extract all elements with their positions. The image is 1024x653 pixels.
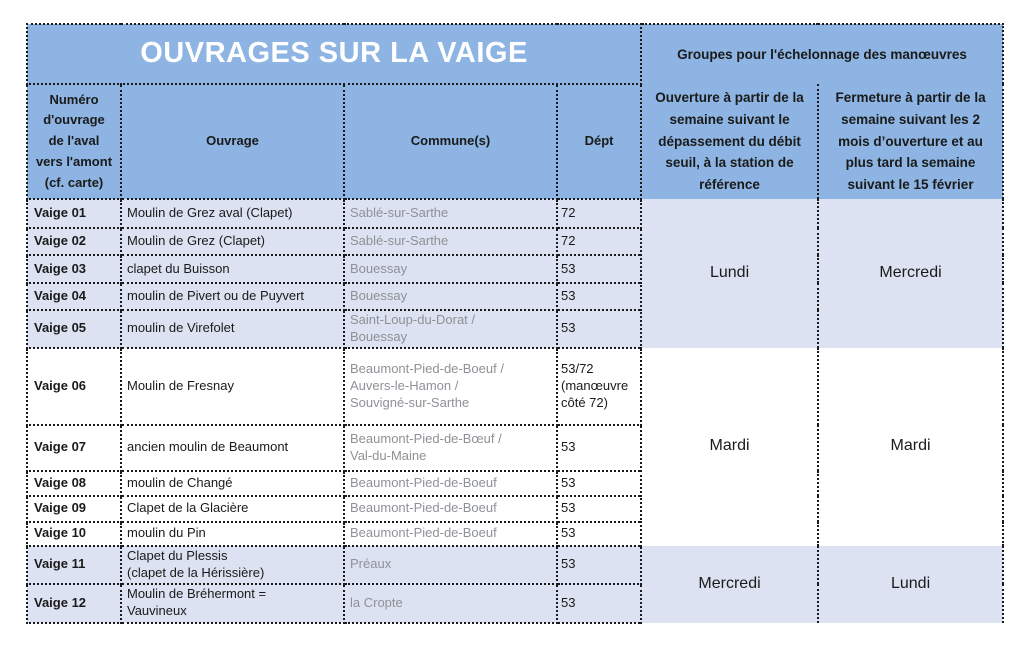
ouvrage-cell: moulin du Pin: [121, 522, 344, 546]
ouvrage-cell: moulin de Changé: [121, 471, 344, 496]
communes-cell: Beaumont-Pied-de-Boeuf / Auvers-le-Hamon / Souvigné-sur-Sarthe: [344, 348, 557, 425]
communes-cell: Bouessay: [344, 283, 557, 310]
communes-cell: Saint-Loup-du-Dorat / Bouessay: [344, 310, 557, 348]
page-title: OUVRAGES SUR LA VAIGE: [27, 24, 641, 84]
ouvrage-cell: clapet du Buisson: [121, 255, 344, 283]
fermeture-day-cell-group-1: Mercredi: [818, 199, 1003, 348]
ouvrage-cell: Clapet du Plessis (clapet de la Hérissière): [121, 546, 344, 584]
ouvrage-cell: Moulin de Grez (Clapet): [121, 228, 344, 255]
dept-cell: 53: [557, 283, 641, 310]
communes-cell: Beaumont-Pied-de-Boeuf: [344, 496, 557, 522]
dept-cell: 53: [557, 584, 641, 623]
ouvrages-table: [26, 23, 1004, 624]
row-vaige-06: [27, 348, 1003, 425]
column-header-fermeture: Fermeture à partir de la semaine suivant les 2 mois d’ouverture et au plus tard la semaine suivant le 15 février: [818, 84, 1003, 199]
ouverture-day-cell-group-1: Lundi: [641, 199, 818, 348]
column-header-numero: Numéro d'ouvrage de l'aval vers l'amont (cf. carte): [27, 84, 121, 199]
ouvrage-cell: Moulin de Fresnay: [121, 348, 344, 425]
communes-cell: la Cropte: [344, 584, 557, 623]
dept-cell: 53: [557, 522, 641, 546]
fermeture-day-cell-group-2: Mardi: [818, 348, 1003, 546]
communes-cell: Bouessay: [344, 255, 557, 283]
numero-cell: Vaige 05: [27, 310, 121, 348]
row-vaige-11: [27, 546, 1003, 584]
dept-cell: 72: [557, 228, 641, 255]
ouverture-day-cell-group-2: Mardi: [641, 348, 818, 546]
ouvrage-cell: ancien moulin de Beaumont: [121, 425, 344, 471]
title-row: [27, 24, 1003, 84]
fermeture-day-cell-group-3: Lundi: [818, 546, 1003, 623]
numero-cell: Vaige 10: [27, 522, 121, 546]
numero-cell: Vaige 11: [27, 546, 121, 584]
dept-cell: 53: [557, 471, 641, 496]
dept-cell: 53/72 (manœuvre côté 72): [557, 348, 641, 425]
numero-cell: Vaige 01: [27, 199, 121, 228]
row-vaige-01: [27, 199, 1003, 228]
numero-cell: Vaige 08: [27, 471, 121, 496]
column-header-ouverture: Ouverture à partir de la semaine suivant le dépassement du débit seuil, à la station de référence: [641, 84, 818, 199]
column-header-ouvrage: Ouvrage: [121, 84, 344, 199]
communes-cell: Beaumont-Pied-de-Boeuf: [344, 522, 557, 546]
communes-cell: Préaux: [344, 546, 557, 584]
numero-cell: Vaige 04: [27, 283, 121, 310]
dept-cell: 72: [557, 199, 641, 228]
ouvrage-cell: Clapet de la Glacière: [121, 496, 344, 522]
ouvrages-vaige-sheet: [26, 23, 1004, 624]
numero-cell: Vaige 02: [27, 228, 121, 255]
numero-cell: Vaige 09: [27, 496, 121, 522]
groups-section-title: Groupes pour l'échelonnage des manœuvres: [641, 24, 1003, 84]
ouvrage-cell: moulin de Virefolet: [121, 310, 344, 348]
ouvrage-cell: Moulin de Grez aval (Clapet): [121, 199, 344, 228]
numero-cell: Vaige 06: [27, 348, 121, 425]
communes-cell: Beaumont-Pied-de-Bœuf / Val-du-Maine: [344, 425, 557, 471]
ouvrage-cell: moulin de Pivert ou de Puyvert: [121, 283, 344, 310]
numero-cell: Vaige 07: [27, 425, 121, 471]
column-header-dept: Dépt: [557, 84, 641, 199]
column-header-communes: Commune(s): [344, 84, 557, 199]
communes-cell: Sablé-sur-Sarthe: [344, 228, 557, 255]
dept-cell: 53: [557, 546, 641, 584]
communes-cell: Beaumont-Pied-de-Boeuf: [344, 471, 557, 496]
dept-cell: 53: [557, 255, 641, 283]
dept-cell: 53: [557, 310, 641, 348]
header-row: [27, 84, 1003, 199]
ouverture-day-cell-group-3: Mercredi: [641, 546, 818, 623]
communes-cell: Sablé-sur-Sarthe: [344, 199, 557, 228]
ouvrage-cell: Moulin de Bréhermont = Vauvineux: [121, 584, 344, 623]
numero-cell: Vaige 03: [27, 255, 121, 283]
dept-cell: 53: [557, 496, 641, 522]
dept-cell: 53: [557, 425, 641, 471]
numero-cell: Vaige 12: [27, 584, 121, 623]
